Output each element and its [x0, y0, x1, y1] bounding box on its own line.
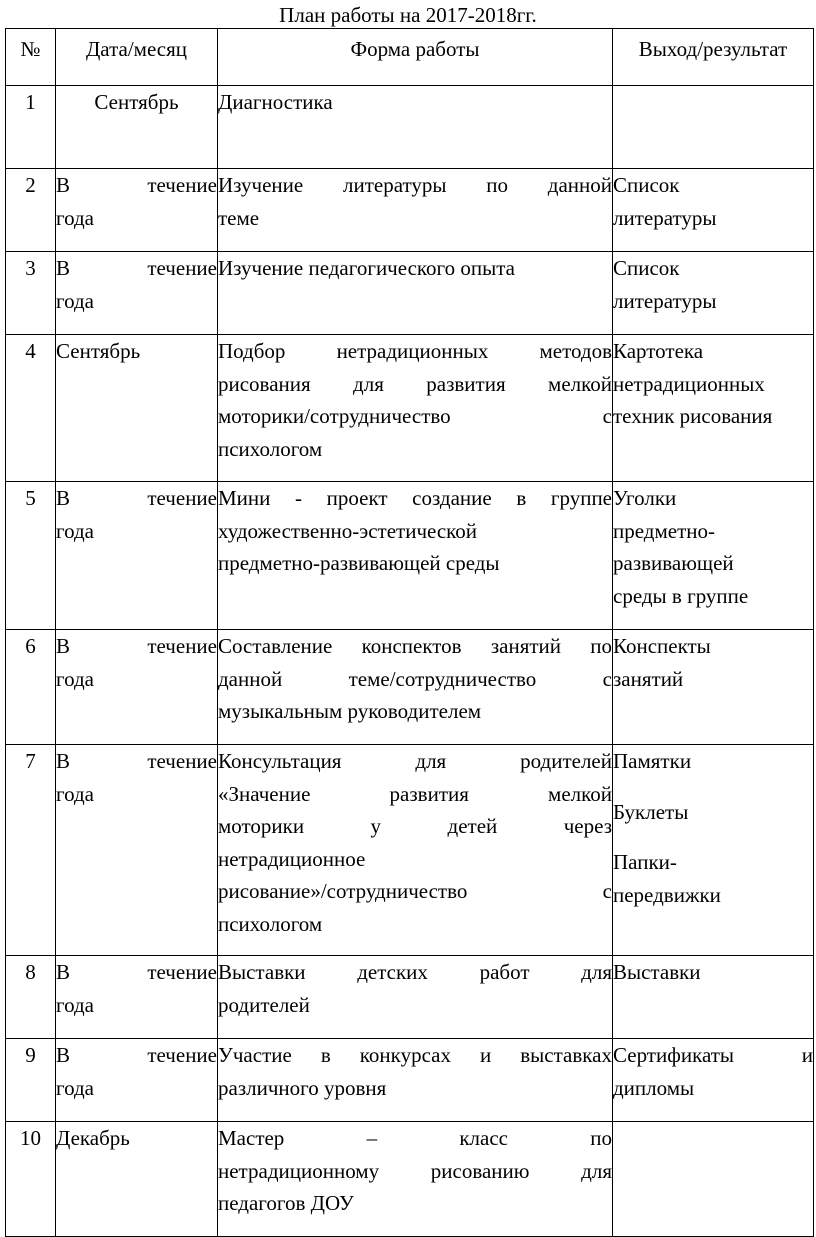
form-line: «Значение развития мелкой [218, 781, 612, 806]
row-date [56, 1039, 218, 1122]
form-line: музыкальным руководителем [218, 699, 482, 723]
table-header-row [6, 29, 814, 86]
result-line: дипломы [613, 1075, 695, 1100]
result-item [613, 846, 813, 911]
result-line: нетрадиционных [613, 371, 765, 396]
form-line: Подбор нетрадиционных методов [218, 339, 612, 363]
row-date [56, 252, 218, 335]
form-line: моторики/сотрудничество с [218, 404, 612, 428]
row-num: 9 [6, 1039, 56, 1122]
work-plan-table [5, 28, 814, 1237]
row-date [56, 482, 218, 630]
form-line: Изучение педагогического опыта [218, 256, 515, 280]
date-line: года [56, 992, 94, 1017]
row-form [218, 1122, 613, 1237]
row-result [613, 1039, 814, 1122]
date-line: В течение [56, 486, 217, 510]
result-line: Список [613, 173, 680, 197]
row-form [218, 252, 613, 335]
row-form [218, 630, 613, 745]
row-num: 2 [6, 169, 56, 252]
result-line: Выставки [613, 960, 701, 984]
form-line: различного уровня [218, 1075, 387, 1100]
form-line: родителей [218, 992, 310, 1017]
row-result [613, 335, 814, 482]
table-row [6, 745, 814, 956]
result-line: занятий [613, 666, 684, 691]
result-line: Буклеты [613, 799, 689, 824]
date-line: В течение [56, 256, 217, 280]
header-result: Выход/результат [613, 29, 814, 86]
form-line: Выставки детских работ для [218, 960, 612, 984]
table-row [6, 956, 814, 1039]
row-result [613, 745, 814, 956]
row-num: 6 [6, 630, 56, 745]
table-row [6, 1039, 814, 1122]
row-num: 5 [6, 482, 56, 630]
result-line: литературы [613, 288, 717, 313]
result-line: Сертификаты и [613, 1043, 813, 1067]
result-line: Список [613, 256, 680, 280]
row-form [218, 335, 613, 482]
row-date [56, 169, 218, 252]
date-line: В течение [56, 749, 217, 773]
date-line: В течение [56, 173, 217, 197]
result-line: Уголки [613, 486, 677, 510]
result-line: Конспекты [613, 634, 711, 658]
date-line: В течение [56, 634, 217, 658]
row-result [613, 956, 814, 1039]
row-date [56, 1122, 218, 1237]
row-result [613, 482, 814, 630]
form-line: Участие в конкурсах и выставках [218, 1043, 612, 1067]
form-line: Изучение литературы по данной [218, 173, 612, 197]
date-line: В течение [56, 1043, 217, 1067]
result-line: Картотека [613, 339, 704, 363]
result-line: предметно- [613, 518, 715, 543]
form-line: Мини - проект создание в группе [218, 486, 612, 510]
form-line: моторики у детей через [218, 814, 612, 838]
row-form [218, 956, 613, 1039]
form-line: нетрадиционному рисованию для [218, 1158, 612, 1183]
row-num: 10 [6, 1122, 56, 1237]
date-line: года [56, 781, 94, 806]
row-date [56, 956, 218, 1039]
row-result [613, 169, 814, 252]
row-form: Диагностика [218, 86, 613, 169]
row-date [56, 335, 218, 482]
date-line: года [56, 288, 94, 313]
header-date: Дата/месяц [56, 29, 218, 86]
row-num: 1 [6, 86, 56, 169]
header-num: № [6, 29, 56, 86]
form-line: Составление конспектов занятий по [218, 634, 612, 658]
table-row [6, 86, 814, 169]
row-form [218, 1039, 613, 1122]
row-form [218, 745, 613, 956]
row-date [56, 630, 218, 745]
row-result [613, 630, 814, 745]
form-line: педагогов ДОУ [218, 1191, 354, 1215]
form-line: психологом [218, 911, 323, 936]
date-line: Сентябрь [56, 339, 141, 363]
row-num: 8 [6, 956, 56, 1039]
form-line: художественно-эстетической [218, 518, 478, 543]
result-line: среды в группе [613, 583, 749, 608]
row-num: 7 [6, 745, 56, 956]
form-line: предметно-развивающей среды [218, 551, 500, 575]
form-line: психологом [218, 436, 323, 461]
table-row [6, 1122, 814, 1237]
page-title: План работы на 2017-2018гг. [279, 3, 537, 27]
form-line: рисование»/сотрудничество с [218, 879, 612, 903]
date-line: года [56, 666, 94, 691]
form-line: Консультация для родителей [218, 749, 612, 773]
form-line: данной теме/сотрудничество с [218, 666, 612, 691]
row-result [613, 1122, 814, 1237]
result-line: Памятки [613, 749, 692, 773]
table-row [6, 252, 814, 335]
form-line: нетрадиционное [218, 846, 366, 871]
result-line: литературы [613, 205, 717, 230]
row-form [218, 169, 613, 252]
row-num: 3 [6, 252, 56, 335]
row-date [56, 745, 218, 956]
table-row [6, 335, 814, 482]
date-line: года [56, 518, 94, 543]
result-line: передвижки [613, 882, 721, 907]
form-line: рисования для развития мелкой [218, 371, 612, 396]
date-line: года [56, 1075, 94, 1100]
table-row [6, 630, 814, 745]
row-form [218, 482, 613, 630]
table-row [6, 169, 814, 252]
date-line: В течение [56, 960, 217, 984]
result-line: развивающей [613, 551, 734, 575]
row-num: 4 [6, 335, 56, 482]
result-line: техник рисования [613, 404, 773, 428]
form-line: Мастер – класс по [218, 1126, 612, 1150]
result-line: Папки- [613, 850, 677, 874]
row-result [613, 252, 814, 335]
row-result [613, 86, 814, 169]
date-line: Декабрь [56, 1126, 130, 1150]
date-line: года [56, 205, 94, 230]
row-date: Сентябрь [56, 86, 218, 169]
form-line: теме [218, 205, 260, 230]
table-row [6, 482, 814, 630]
header-form: Форма работы [218, 29, 613, 86]
